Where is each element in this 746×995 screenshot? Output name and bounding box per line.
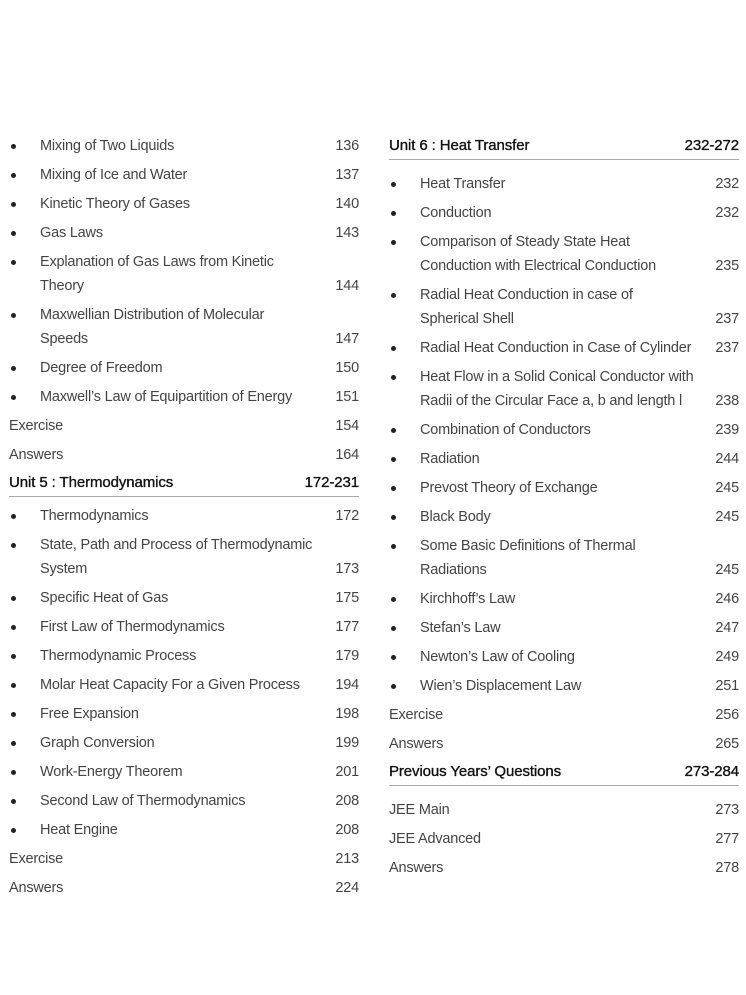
- entry-title: Newton’s Law of Cooling: [420, 649, 575, 665]
- entry-page: 151: [335, 389, 359, 405]
- entry-page: 247: [715, 620, 739, 636]
- toc-entry[interactable]: [389, 283, 739, 331]
- entry-page: 177: [335, 619, 359, 635]
- toc-entry[interactable]: [9, 731, 359, 755]
- entry-title: Thermodynamic Process: [40, 648, 197, 664]
- entry-title: Answers: [389, 736, 444, 752]
- entry-page: 244: [715, 451, 739, 467]
- entry-title: State, Path and Process of Thermodynamic System: [40, 537, 313, 577]
- entry-page: 232: [715, 205, 739, 221]
- entry-page: 143: [335, 225, 359, 241]
- bullet-icon: [391, 457, 396, 462]
- bullet-icon: [11, 625, 16, 630]
- toc-entry[interactable]: [389, 365, 739, 413]
- toc-entry[interactable]: [9, 250, 359, 298]
- toc-left-column: [9, 134, 359, 900]
- bullet-icon: [11, 799, 16, 804]
- unit-title: Previous Years’ Questions: [389, 763, 562, 780]
- bullet-icon: [11, 712, 16, 717]
- entry-page: 237: [715, 311, 739, 327]
- toc-entry[interactable]: [9, 192, 359, 216]
- entry-page: 251: [715, 678, 739, 694]
- bullet-icon: [391, 597, 396, 602]
- entry-page: 265: [715, 736, 739, 752]
- entry-page: 175: [335, 590, 359, 606]
- bullet-icon: [11, 514, 16, 519]
- entry-page: 140: [335, 196, 359, 212]
- entry-page: 246: [715, 591, 739, 607]
- entry-page: 201: [335, 764, 359, 780]
- toc-entry[interactable]: [389, 447, 739, 471]
- entry-title: Exercise: [9, 418, 63, 434]
- entry-title: Some Basic Definitions of Thermal Radiations: [420, 538, 636, 578]
- toc-answers[interactable]: [9, 443, 359, 467]
- entry-title: Graph Conversion: [40, 735, 155, 751]
- entry-page: 144: [335, 278, 359, 294]
- entry-title: Explanation of Gas Laws from Kinetic Theory: [40, 254, 274, 294]
- entry-page: 213: [335, 851, 359, 867]
- entry-page: 172: [335, 508, 359, 524]
- entry-title: Stefan’s Law: [420, 620, 501, 636]
- entry-title: Maxwell’s Law of Equipartition of Energy: [40, 389, 293, 405]
- bullet-icon: [391, 626, 396, 631]
- toc-entry[interactable]: [389, 201, 739, 225]
- toc-entry[interactable]: [9, 789, 359, 813]
- toc-entry[interactable]: [389, 798, 739, 822]
- unit-page-range: 172-231: [304, 474, 359, 491]
- bullet-icon: [11, 770, 16, 775]
- toc-entry[interactable]: [9, 673, 359, 697]
- toc-entry[interactable]: [9, 533, 359, 581]
- toc-entry[interactable]: [9, 385, 359, 409]
- entry-title: Prevost Theory of Exchange: [420, 480, 598, 496]
- bullet-icon: [391, 182, 396, 187]
- entry-page: 198: [335, 706, 359, 722]
- toc-exercise[interactable]: [9, 847, 359, 871]
- entry-page: 245: [715, 562, 739, 578]
- entry-title: Heat Flow in a Solid Conical Conductor with Radii of the Circular Face a, b and length l: [420, 369, 694, 409]
- entry-title: Radial Heat Conduction in Case of Cylinder: [420, 340, 692, 356]
- entry-title: Heat Transfer: [420, 176, 506, 192]
- bullet-icon: [391, 375, 396, 380]
- entry-title: Comparison of Steady State Heat Conduction with Electrical Conduction: [420, 234, 657, 274]
- entry-page: 245: [715, 480, 739, 496]
- entry-page: 199: [335, 735, 359, 751]
- toc-entry[interactable]: [389, 230, 739, 278]
- toc-entry[interactable]: [9, 760, 359, 784]
- entry-title: Wien’s Displacement Law: [420, 678, 582, 694]
- toc-entry[interactable]: [9, 615, 359, 639]
- bullet-icon: [11, 366, 16, 371]
- bullet-icon: [11, 260, 16, 265]
- entry-title: Answers: [389, 860, 444, 876]
- entry-title: Molar Heat Capacity For a Given Process: [40, 677, 300, 693]
- pyq-heading[interactable]: [389, 760, 739, 786]
- entry-title: Free Expansion: [40, 706, 139, 722]
- entry-title: JEE Advanced: [389, 831, 481, 847]
- entry-page: 235: [715, 258, 739, 274]
- entry-title: Exercise: [9, 851, 63, 867]
- entry-page: 137: [335, 167, 359, 183]
- bullet-icon: [11, 313, 16, 318]
- unit-page-range: 232-272: [684, 137, 739, 154]
- bullet-icon: [11, 543, 16, 548]
- toc-entry[interactable]: [389, 587, 739, 611]
- toc-entry[interactable]: [389, 476, 739, 500]
- entry-page: 237: [715, 340, 739, 356]
- bullet-icon: [11, 596, 16, 601]
- entry-page: 208: [335, 822, 359, 838]
- entry-title: Answers: [9, 880, 64, 896]
- entry-title: Radial Heat Conduction in case of Spherical Shell: [420, 287, 633, 327]
- bullet-icon: [11, 202, 16, 207]
- toc-entry[interactable]: [9, 163, 359, 187]
- toc-entry[interactable]: [9, 644, 359, 668]
- toc-entry[interactable]: [9, 303, 359, 351]
- bullet-icon: [391, 544, 396, 549]
- toc-entry[interactable]: [389, 336, 739, 360]
- bullet-icon: [391, 293, 396, 298]
- entry-title: Conduction: [420, 205, 492, 221]
- entry-page: 256: [715, 707, 739, 723]
- toc-answers[interactable]: [9, 876, 359, 900]
- toc-entry[interactable]: [389, 616, 739, 640]
- entry-page: 154: [335, 418, 359, 434]
- entry-title: Answers: [9, 447, 64, 463]
- entry-page: 278: [715, 860, 739, 876]
- bullet-icon: [11, 683, 16, 688]
- entry-page: 136: [335, 138, 359, 154]
- entry-page: 232: [715, 176, 739, 192]
- entry-title: Radiation: [420, 451, 480, 467]
- entry-title: Maxwellian Distribution of Molecular Speeds: [40, 307, 265, 347]
- entry-title: Degree of Freedom: [40, 360, 163, 376]
- bullet-icon: [11, 173, 16, 178]
- unit-title: Unit 6 : Heat Transfer: [389, 137, 530, 154]
- toc-entry[interactable]: [389, 856, 739, 880]
- entry-page: 164: [335, 447, 359, 463]
- entry-title: Kirchhoff’s Law: [420, 591, 516, 607]
- entry-title: Exercise: [389, 707, 443, 723]
- entry-title: Gas Laws: [40, 225, 103, 241]
- entry-title: Specific Heat of Gas: [40, 590, 169, 606]
- entry-title: First Law of Thermodynamics: [40, 619, 225, 635]
- unit-title: Unit 5 : Thermodynamics: [9, 474, 174, 491]
- bullet-icon: [11, 741, 16, 746]
- toc-entry[interactable]: [9, 134, 359, 158]
- bullet-icon: [391, 211, 396, 216]
- toc-exercise[interactable]: [9, 414, 359, 438]
- toc-entry[interactable]: [9, 221, 359, 245]
- toc-entry[interactable]: [9, 702, 359, 726]
- entry-page: 249: [715, 649, 739, 665]
- bullet-icon: [11, 654, 16, 659]
- toc-entry[interactable]: [9, 818, 359, 842]
- bullet-icon: [391, 240, 396, 245]
- entry-title: Kinetic Theory of Gases: [40, 196, 190, 212]
- toc-answers[interactable]: [389, 732, 739, 756]
- entry-title: JEE Main: [389, 802, 450, 818]
- toc-right-column: [389, 134, 739, 880]
- bullet-icon: [11, 144, 16, 149]
- entry-page: 224: [335, 880, 359, 896]
- entry-title: Work-Energy Theorem: [40, 764, 183, 780]
- entry-page: 208: [335, 793, 359, 809]
- entry-title: Heat Engine: [40, 822, 118, 838]
- entry-page: 277: [715, 831, 739, 847]
- entry-title: Thermodynamics: [40, 508, 149, 524]
- toc-entry[interactable]: [389, 418, 739, 442]
- entry-title: Combination of Conductors: [420, 422, 591, 438]
- unit-page-range: 273-284: [684, 763, 739, 780]
- toc-entry[interactable]: [9, 356, 359, 380]
- entry-page: 273: [715, 802, 739, 818]
- bullet-icon: [391, 684, 396, 689]
- toc-entry[interactable]: [9, 586, 359, 610]
- entry-title: Black Body: [420, 509, 491, 525]
- toc-entry[interactable]: [9, 504, 359, 528]
- bullet-icon: [11, 231, 16, 236]
- entry-title: Mixing of Ice and Water: [40, 167, 188, 183]
- bullet-icon: [11, 828, 16, 833]
- entry-page: 239: [715, 422, 739, 438]
- entry-page: 173: [335, 561, 359, 577]
- entry-page: 238: [715, 393, 739, 409]
- unit-6-heading[interactable]: [389, 134, 739, 160]
- bullet-icon: [391, 486, 396, 491]
- toc-entry[interactable]: [389, 645, 739, 669]
- entry-page: 150: [335, 360, 359, 376]
- bullet-icon: [391, 346, 396, 351]
- toc-entry[interactable]: [389, 674, 739, 698]
- entry-title: Second Law of Thermodynamics: [40, 793, 246, 809]
- bullet-icon: [391, 655, 396, 660]
- unit-5-heading[interactable]: [9, 471, 359, 497]
- toc-exercise[interactable]: [389, 703, 739, 727]
- entry-title: Mixing of Two Liquids: [40, 138, 175, 154]
- entry-page: 179: [335, 648, 359, 664]
- toc-entry[interactable]: [389, 827, 739, 851]
- entry-page: 245: [715, 509, 739, 525]
- toc-entry[interactable]: [389, 534, 739, 582]
- bullet-icon: [391, 428, 396, 433]
- toc-entry[interactable]: [389, 172, 739, 196]
- entry-page: 194: [335, 677, 359, 693]
- toc-entry[interactable]: [389, 505, 739, 529]
- bullet-icon: [11, 395, 16, 400]
- bullet-icon: [391, 515, 396, 520]
- entry-page: 147: [335, 331, 359, 347]
